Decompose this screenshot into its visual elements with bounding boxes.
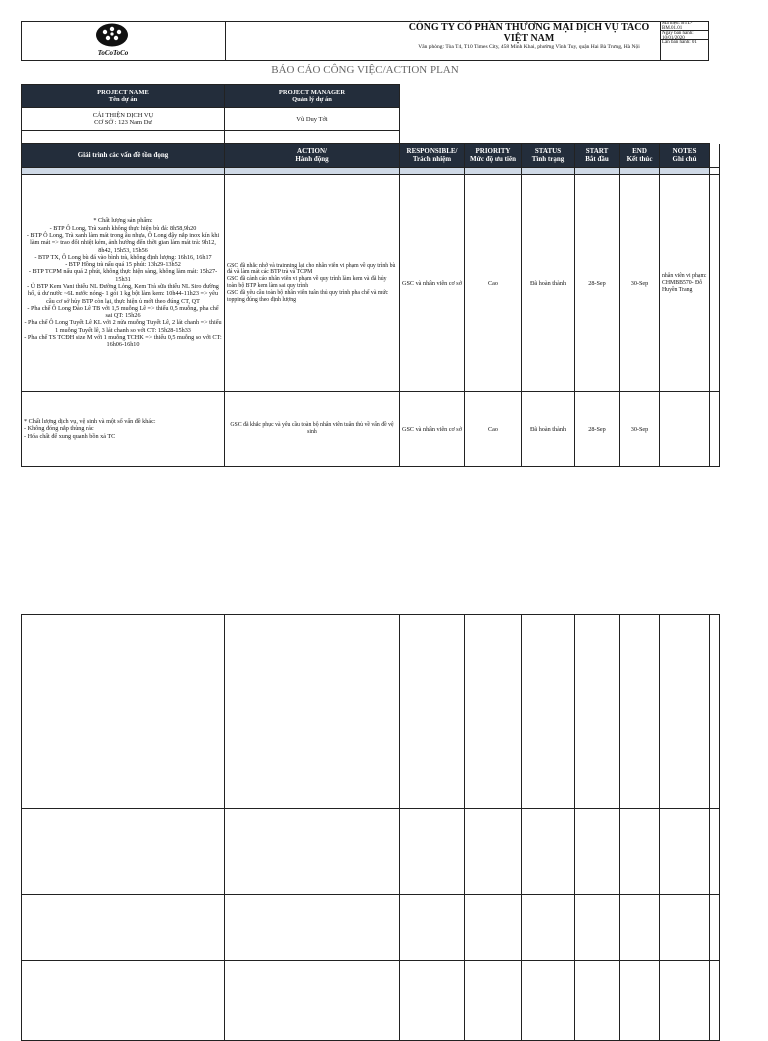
table-row (22, 615, 720, 809)
notes-cell: nhân viên vi phạm: CHMBB570- Đỗ Huyền Trang (660, 175, 710, 392)
responsible-cell: GSC và nhân viên cơ sở (400, 392, 465, 467)
company-address: Văn phòng: Tòa T4, T10 Times City, 458 Minh Khai, phường Vĩnh Tuy, quận Hai Bà Trưng, Hà Nội (418, 44, 640, 50)
company-name: CÔNG TY CỔ PHẦN THƯƠNG MẠI DỊCH VỤ TACO VIỆT NAM (408, 22, 650, 44)
end-cell: 30-Sep (620, 175, 660, 392)
start-cell: 28-Sep (575, 392, 620, 467)
empty-grid-table (21, 614, 720, 1041)
issue-cell: * Chất lượng sản phẩm: - BTP Ô Long, Trà xanh không thực hiện bù đá: 8h58,9h20 - BTP Ô Long, Trà xanh làm mát trong âu nhựa, Ô Long đậy nắp inox kín khi làm mát => trao đổi nhiệt kém, ảnh hưởng đến thời gian làm mát trà: 9h12, 8h42, 15h53, 15h56 - BTP TX, Ô Long bù đá vào bình trà, không định lượng: 16h16, 16h17 - BTP Hồng trà nấu quá 15 phút: 13h29-13h52 - BTP TCPM nấu quá 2 phút, không thực hiện sàng, không làm mát: 15h27-15h31 - Ủ BTP Kem Vani thiếu NL Đường Lỏng, Kem Trà sữa thiếu NL Siro đường hổ, ủ dư nước ~6L nước nóng- 1 gói 1 kg bột làm kem: 10h44-11h23 => yêu cầu cơ sở hủy BTP còn lại, thực hiện ủ mới theo đúng CT, QT - Pha chế Ô Long Đào Lê TB với 1,5 muỗng Lê => thiếu 0,5 muỗng, pha chế sai QT: 15h26 - Pha chế Ô Long Tuyết Lê KL với 2 nửa muỗng Tuyết Lê, 2 lát chanh => thiếu 1 muỗng Tuyết lê, 3 lát chanh so với CT: 15h28-15h33 - Pha chế TS TCĐH size M với 1 muỗng TCHK => thiếu 0,5 muỗng so với CT: 16h06-16h10 (22, 175, 225, 392)
table-row (22, 175, 720, 392)
col-end: END Kết thúc (620, 144, 660, 168)
end-cell: 30-Sep (620, 392, 660, 467)
project-manager-value: Vũ Duy Tới (225, 108, 400, 131)
table-row (22, 895, 720, 961)
start-cell: 28-Sep (575, 175, 620, 392)
priority-cell: Cao (465, 175, 522, 392)
col-priority: PRIORITY Mức độ ưu tiên (465, 144, 522, 168)
meta-date: Ngày ban hành: 10/01/2020 (661, 31, 709, 41)
tocotoco-logo-icon (95, 23, 129, 47)
col-notes: NOTES Ghi chú (660, 144, 710, 168)
issue-cell: * Chất lượng dịch vụ, vệ sinh và một số vấn đề khác: - Không đóng nắp thùng rác - Hóa chất để xung quanh bồn xả TC (22, 392, 225, 467)
spacer-row (22, 168, 720, 175)
action-cell: GSC đã nhắc nhở và trainning lại cho nhân viên vi phạm về quy trình bù đá và làm mát các BTP trà và TCPM GSC đã cảnh cáo nhân viên vi phạm về quy trình làm kem và đã hủy toàn bộ BTP kem làm sai quy trình GSC đã yêu cầu toàn bộ nhân viên tuân thủ quy trình pha chế và mức topping đúng theo định lượng (225, 175, 400, 392)
logo-text: ToCoToCo (97, 49, 129, 57)
table-row (22, 961, 720, 1041)
action-plan-table (21, 143, 720, 467)
status-cell: Đã hoàn thành (522, 392, 575, 467)
empty-cell (710, 144, 720, 168)
table-row (22, 392, 720, 467)
status-cell: Đã hoàn thành (522, 175, 575, 392)
col-issue: Giải trình các vấn đề tồn đọng (22, 144, 225, 168)
responsible-cell: GSC và nhân viên cơ sở (400, 175, 465, 392)
project-name-header: PROJECT NAME Tên dự án (22, 85, 225, 108)
table-header-row (22, 144, 720, 168)
project-name-value: CẢI THIỆN DỊCH VỤ CƠ SỞ : 123 Nam Dư (22, 108, 225, 131)
document-meta (660, 21, 709, 61)
meta-version: Lần ban hành: 01 (662, 40, 697, 45)
notes-cell (660, 392, 710, 467)
report-title: BÁO CÁO CÔNG VIỆC/ACTION PLAN (271, 64, 459, 76)
col-status: STATUS Tình trạng (522, 144, 575, 168)
col-start: START Bắt đầu (575, 144, 620, 168)
table-row (22, 809, 720, 895)
company-block (398, 21, 660, 61)
col-responsible: RESPONSIBLE/ Trách nhiệm (400, 144, 465, 168)
action-cell: GSC đã khắc phục và yêu cầu toàn bộ nhân viên tuân thủ về vấn đề vệ sinh (225, 392, 400, 467)
col-action: ACTION/ Hành động (225, 144, 400, 168)
meta-code: Mã hiệu: BTL-BM.01.01 (661, 21, 709, 31)
empty-cell (710, 175, 720, 392)
project-manager-header: PROJECT MANAGER Quản lý dự án (225, 85, 400, 108)
empty-cell (710, 392, 720, 467)
priority-cell: Cao (465, 392, 522, 467)
